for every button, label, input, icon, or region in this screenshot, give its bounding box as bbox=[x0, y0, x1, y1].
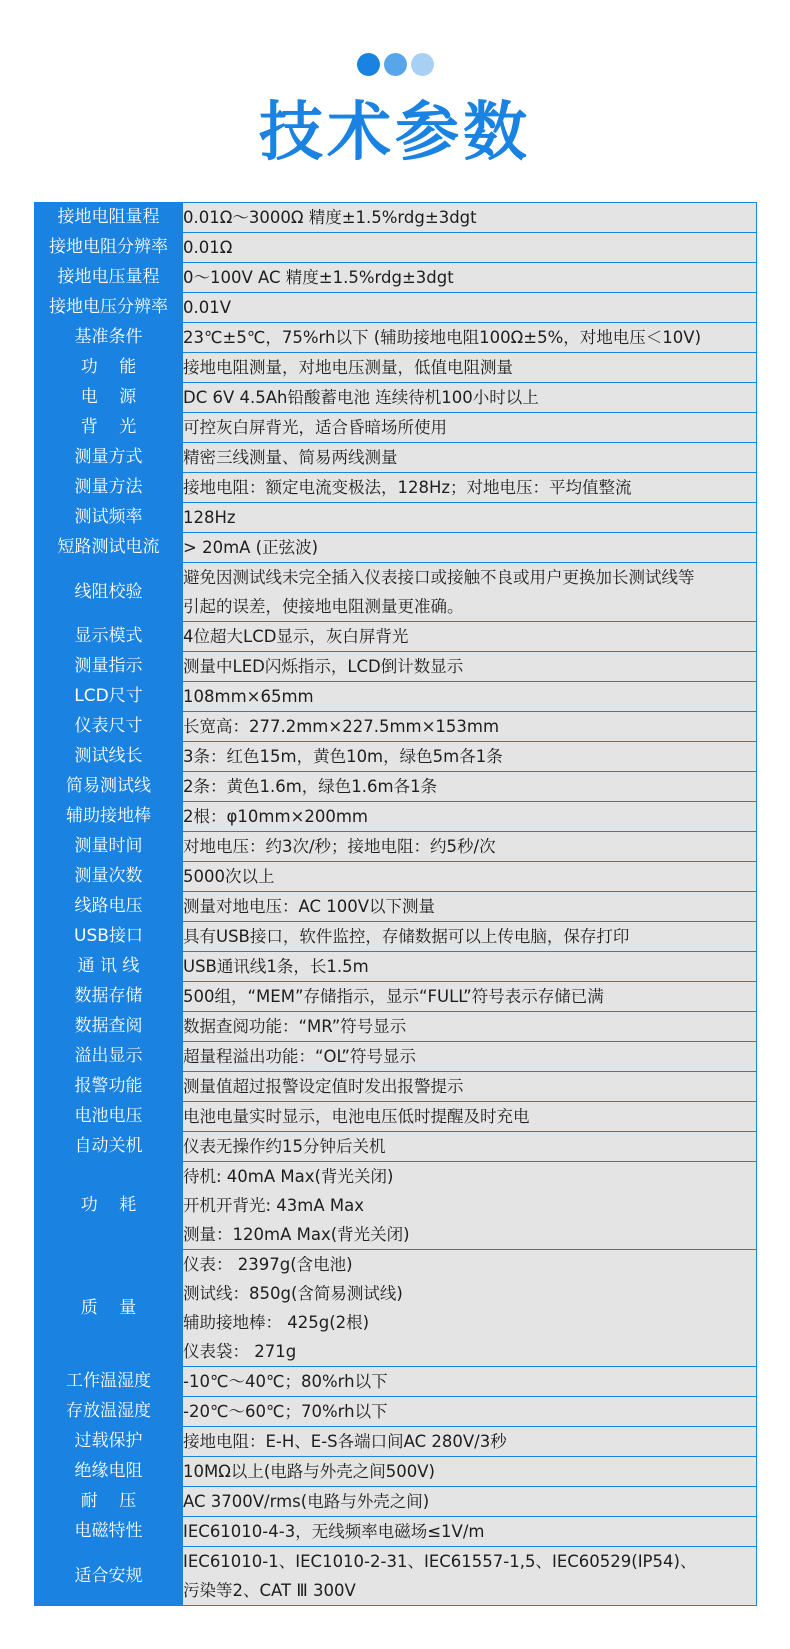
spec-label: 测量方法 bbox=[74, 477, 143, 497]
spec-value-line: 0.01Ω～3000Ω 精度±1.5%rdg±3dgt bbox=[183, 208, 477, 227]
spec-label: 仪表尺寸 bbox=[74, 716, 143, 736]
spec-value-cell bbox=[183, 652, 757, 682]
spec-row bbox=[35, 413, 757, 443]
spec-label-cell bbox=[35, 682, 183, 712]
spec-value-cell bbox=[183, 443, 757, 473]
spec-value-line: 仪表： 2397g(含电池) bbox=[183, 1255, 353, 1274]
dot-dark bbox=[357, 53, 380, 76]
spec-row bbox=[35, 1132, 757, 1162]
spec-value-cell bbox=[183, 742, 757, 772]
spec-row bbox=[35, 982, 757, 1012]
spec-value-cell bbox=[183, 772, 757, 802]
spec-label-cell bbox=[35, 982, 183, 1012]
spec-value-line: 0.01Ω bbox=[183, 238, 233, 257]
spec-value-line: 长宽高：277.2mm×227.5mm×153mm bbox=[183, 717, 500, 736]
spec-value-line: 接地电阻测量，对地电压测量，低值电阻测量 bbox=[183, 358, 513, 377]
spec-label: 背 光 bbox=[80, 417, 137, 437]
spec-label: USB接口 bbox=[74, 926, 143, 946]
spec-row bbox=[35, 563, 757, 622]
spec-row bbox=[35, 443, 757, 473]
spec-label-cell bbox=[35, 1397, 183, 1427]
spec-value-line: 500组，“MEM”存储指示，显示“FULL”符号表示存储已满 bbox=[183, 987, 604, 1006]
spec-value-cell bbox=[183, 1517, 757, 1547]
spec-row bbox=[35, 1427, 757, 1457]
spec-label: 存放温湿度 bbox=[66, 1401, 151, 1421]
spec-value-cell bbox=[183, 293, 757, 323]
spec-label-cell bbox=[35, 1487, 183, 1517]
spec-label-cell bbox=[35, 1427, 183, 1457]
spec-value-line: USB通讯线1条，长1.5m bbox=[183, 957, 369, 976]
spec-value-line: 接地电阻：额定电流变极法，128Hz；对地电压：平均值整流 bbox=[183, 478, 632, 497]
spec-value-line: 精密三线测量、简易两线测量 bbox=[183, 448, 398, 467]
spec-value-line: 接地电阻：E-H、E-S各端口间AC 280V/3秒 bbox=[183, 1432, 507, 1451]
spec-row bbox=[35, 293, 757, 323]
spec-label-cell bbox=[35, 622, 183, 652]
spec-label-cell bbox=[35, 1250, 183, 1367]
spec-value-line: 4位超大LCD显示，灰白屏背光 bbox=[183, 627, 409, 646]
spec-value-cell bbox=[183, 832, 757, 862]
spec-value-cell bbox=[183, 712, 757, 742]
spec-value-line: 可控灰白屏背光，适合昏暗场所使用 bbox=[183, 418, 447, 437]
spec-value-line: AC 3700V/rms(电路与外壳之间) bbox=[183, 1492, 430, 1511]
spec-table-body bbox=[35, 203, 757, 1606]
spec-label-cell bbox=[35, 263, 183, 293]
spec-value-line: DC 6V 4.5Ah铅酸蓄电池 连续待机100小时以上 bbox=[183, 388, 539, 407]
spec-label: 接地电阻分辨率 bbox=[49, 237, 168, 257]
spec-value-line: 测量对地电压：AC 100V以下测量 bbox=[183, 897, 436, 916]
spec-label-cell bbox=[35, 413, 183, 443]
spec-label: 接地电阻量程 bbox=[57, 207, 160, 227]
spec-row bbox=[35, 1487, 757, 1517]
spec-row bbox=[35, 772, 757, 802]
spec-value-line: 测试线：850g(含简易测试线) bbox=[183, 1284, 403, 1303]
spec-label-cell bbox=[35, 353, 183, 383]
spec-row bbox=[35, 1250, 757, 1367]
spec-label-cell bbox=[35, 563, 183, 622]
spec-row bbox=[35, 203, 757, 233]
spec-value-cell bbox=[183, 1427, 757, 1457]
spec-row bbox=[35, 233, 757, 263]
spec-value-cell bbox=[183, 1457, 757, 1487]
spec-label-cell bbox=[35, 203, 183, 233]
spec-label: 测量方式 bbox=[74, 447, 143, 467]
spec-label: 工作温湿度 bbox=[66, 1371, 151, 1391]
spec-value-cell bbox=[183, 1547, 757, 1606]
spec-row bbox=[35, 1457, 757, 1487]
spec-row bbox=[35, 682, 757, 712]
spec-label: 接地电压分辨率 bbox=[49, 297, 168, 317]
spec-label-cell bbox=[35, 533, 183, 563]
spec-value-cell bbox=[183, 383, 757, 413]
spec-value-cell bbox=[183, 413, 757, 443]
spec-value-cell bbox=[183, 682, 757, 712]
spec-label: 功 能 bbox=[80, 357, 137, 377]
spec-label-cell bbox=[35, 712, 183, 742]
spec-label: 绝缘电阻 bbox=[74, 1461, 143, 1481]
page-title: 技术参数 bbox=[259, 96, 531, 170]
spec-value-cell bbox=[183, 1042, 757, 1072]
spec-label-cell bbox=[35, 772, 183, 802]
spec-label: 简易测试线 bbox=[66, 776, 151, 796]
spec-value-line: 0～100V AC 精度±1.5%rdg±3dgt bbox=[183, 268, 454, 287]
spec-row bbox=[35, 622, 757, 652]
spec-label-cell bbox=[35, 1367, 183, 1397]
spec-value-cell bbox=[183, 1132, 757, 1162]
spec-value-cell bbox=[183, 802, 757, 832]
spec-label-cell bbox=[35, 802, 183, 832]
spec-row bbox=[35, 353, 757, 383]
spec-label: 数据查阅 bbox=[74, 1016, 143, 1036]
spec-value-cell bbox=[183, 203, 757, 233]
dot-light bbox=[411, 53, 434, 76]
spec-label-cell bbox=[35, 383, 183, 413]
spec-row bbox=[35, 862, 757, 892]
spec-row bbox=[35, 1517, 757, 1547]
spec-value-cell bbox=[183, 1487, 757, 1517]
spec-label: 电磁特性 bbox=[74, 1521, 143, 1541]
spec-row bbox=[35, 1042, 757, 1072]
spec-label: 自动关机 bbox=[74, 1136, 143, 1156]
spec-value-line: 23℃±5℃，75%rh以下 (辅助接地电阻100Ω±5%，对地电压＜10V) bbox=[183, 328, 702, 347]
spec-value-cell bbox=[183, 1072, 757, 1102]
spec-label: 测量次数 bbox=[74, 866, 143, 886]
spec-value-line: > 20mA (正弦波) bbox=[183, 538, 319, 557]
spec-value-line: 对地电压：约3次/秒；接地电阻：约5秒/次 bbox=[183, 837, 496, 856]
spec-value-line: 引起的误差，使接地电阻测量更准确。 bbox=[183, 597, 464, 616]
spec-row bbox=[35, 473, 757, 503]
dot-medium bbox=[384, 53, 407, 76]
spec-label-cell bbox=[35, 1072, 183, 1102]
spec-label-cell bbox=[35, 1012, 183, 1042]
spec-value-line: 3条：红色15m，黄色10m，绿色5m各1条 bbox=[183, 747, 503, 766]
spec-label-cell bbox=[35, 473, 183, 503]
spec-label: 测量指示 bbox=[74, 656, 143, 676]
spec-value-cell bbox=[183, 1162, 757, 1250]
spec-value-line: 测量中LED闪烁指示，LCD倒计数显示 bbox=[183, 657, 464, 676]
spec-value-line: 108mm×65mm bbox=[183, 687, 314, 706]
spec-value-line: 测量：120mA Max(背光关闭) bbox=[183, 1225, 410, 1244]
spec-label-cell bbox=[35, 1132, 183, 1162]
spec-value-line: IEC61010-4-3，无线频率电磁场≤1V/m bbox=[183, 1522, 485, 1541]
spec-value-cell bbox=[183, 892, 757, 922]
spec-label-cell bbox=[35, 862, 183, 892]
spec-label: 线阻校验 bbox=[74, 582, 143, 602]
spec-label: 线路电压 bbox=[74, 896, 143, 916]
spec-label-cell bbox=[35, 1162, 183, 1250]
spec-value-line: 待机: 40mA Max(背光关闭) bbox=[183, 1167, 394, 1186]
spec-row bbox=[35, 832, 757, 862]
spec-value-line: 仪表无操作约15分钟后关机 bbox=[183, 1137, 386, 1156]
spec-value-line: 2根：φ10mm×200mm bbox=[183, 807, 368, 826]
spec-label: 接地电压量程 bbox=[57, 267, 160, 287]
spec-row bbox=[35, 1162, 757, 1250]
spec-value-cell bbox=[183, 473, 757, 503]
spec-value-cell bbox=[183, 233, 757, 263]
spec-row bbox=[35, 742, 757, 772]
spec-value-line: 2条：黄色1.6m，绿色1.6m各1条 bbox=[183, 777, 438, 796]
spec-row bbox=[35, 802, 757, 832]
spec-label-cell bbox=[35, 832, 183, 862]
spec-value-line: 0.01V bbox=[183, 298, 232, 317]
spec-label-cell bbox=[35, 293, 183, 323]
spec-value-line: 10MΩ以上(电路与外壳之间500V) bbox=[183, 1462, 435, 1481]
spec-label: 基准条件 bbox=[74, 327, 143, 347]
spec-label-cell bbox=[35, 503, 183, 533]
spec-label-cell bbox=[35, 742, 183, 772]
spec-value-line: IEC61010-1、IEC1010-2-31、IEC61557-1,5、IEC60529(IP54)、 bbox=[183, 1552, 697, 1571]
spec-row bbox=[35, 1547, 757, 1606]
spec-value-cell bbox=[183, 1397, 757, 1427]
spec-label: LCD尺寸 bbox=[74, 686, 143, 706]
spec-label-cell bbox=[35, 892, 183, 922]
spec-label-cell bbox=[35, 652, 183, 682]
spec-value-line: 具有USB接口，软件监控，存储数据可以上传电脑，保存打印 bbox=[183, 927, 630, 946]
spec-label: 测试线长 bbox=[74, 746, 143, 766]
spec-label: 测试频率 bbox=[74, 507, 143, 527]
spec-row bbox=[35, 892, 757, 922]
spec-label-cell bbox=[35, 1547, 183, 1606]
spec-value-cell bbox=[183, 563, 757, 622]
spec-value-cell bbox=[183, 503, 757, 533]
spec-value-line: 128Hz bbox=[183, 508, 236, 527]
spec-label-cell bbox=[35, 952, 183, 982]
spec-value-cell bbox=[183, 862, 757, 892]
spec-value-line: 电池电量实时显示，电池电压低时提醒及时充电 bbox=[183, 1107, 530, 1126]
spec-label-cell bbox=[35, 323, 183, 353]
spec-label-cell bbox=[35, 1457, 183, 1487]
spec-row bbox=[35, 383, 757, 413]
spec-label-cell bbox=[35, 233, 183, 263]
spec-label: 测量时间 bbox=[74, 836, 143, 856]
spec-value-cell bbox=[183, 263, 757, 293]
spec-value-cell bbox=[183, 533, 757, 563]
spec-value-line: 避免因测试线未完全插入仪表接口或接触不良或用户更换加长测试线等 bbox=[183, 568, 695, 587]
spec-value-line: 测量值超过报警设定值时发出报警提示 bbox=[183, 1077, 464, 1096]
spec-label-cell bbox=[35, 1042, 183, 1072]
spec-label-cell bbox=[35, 443, 183, 473]
spec-value-cell bbox=[183, 922, 757, 952]
spec-row bbox=[35, 263, 757, 293]
spec-row bbox=[35, 323, 757, 353]
spec-row bbox=[35, 1397, 757, 1427]
spec-value-line: 超量程溢出功能：“OL”符号显示 bbox=[183, 1047, 416, 1066]
spec-label: 功 耗 bbox=[80, 1195, 137, 1215]
spec-value-cell bbox=[183, 1367, 757, 1397]
spec-row bbox=[35, 533, 757, 563]
decorative-dots bbox=[357, 53, 437, 77]
spec-row bbox=[35, 1072, 757, 1102]
spec-row bbox=[35, 1102, 757, 1132]
spec-value-line: 数据查阅功能：“MR”符号显示 bbox=[183, 1017, 407, 1036]
spec-value-cell bbox=[183, 982, 757, 1012]
spec-label: 质 量 bbox=[80, 1298, 137, 1318]
spec-value-cell bbox=[183, 353, 757, 383]
spec-value-line: 污染等2、CAT Ⅲ 300V bbox=[183, 1581, 356, 1600]
spec-row bbox=[35, 652, 757, 682]
spec-value-line: -10℃～40℃；80%rh以下 bbox=[183, 1372, 388, 1391]
spec-label: 数据存储 bbox=[74, 986, 143, 1006]
spec-label: 耐 压 bbox=[80, 1491, 137, 1511]
spec-label-cell bbox=[35, 922, 183, 952]
spec-label: 过载保护 bbox=[74, 1431, 143, 1451]
spec-value-cell bbox=[183, 1102, 757, 1132]
spec-row bbox=[35, 712, 757, 742]
spec-value-line: 仪表袋： 271g bbox=[183, 1342, 297, 1361]
spec-value-line: 5000次以上 bbox=[183, 867, 275, 886]
spec-label: 短路测试电流 bbox=[57, 537, 160, 557]
spec-row bbox=[35, 1012, 757, 1042]
spec-label: 电 源 bbox=[80, 387, 137, 407]
spec-label-cell bbox=[35, 1517, 183, 1547]
spec-row bbox=[35, 952, 757, 982]
spec-table bbox=[34, 202, 757, 1606]
spec-value-cell bbox=[183, 1250, 757, 1367]
spec-value-cell bbox=[183, 952, 757, 982]
spec-row bbox=[35, 922, 757, 952]
spec-label-cell bbox=[35, 1102, 183, 1132]
spec-value-line: -20℃～60℃；70%rh以下 bbox=[183, 1402, 388, 1421]
spec-label: 溢出显示 bbox=[74, 1046, 143, 1066]
spec-value-cell bbox=[183, 323, 757, 353]
spec-label: 通 讯 线 bbox=[77, 956, 140, 976]
spec-label: 报警功能 bbox=[74, 1076, 143, 1096]
spec-value-cell bbox=[183, 1012, 757, 1042]
spec-label: 显示模式 bbox=[74, 626, 143, 646]
spec-label: 适合安规 bbox=[74, 1566, 143, 1586]
spec-label: 电池电压 bbox=[74, 1106, 143, 1126]
spec-value-line: 开机开背光: 43mA Max bbox=[183, 1196, 365, 1215]
spec-row bbox=[35, 503, 757, 533]
spec-label: 辅助接地棒 bbox=[66, 806, 151, 826]
spec-value-cell bbox=[183, 622, 757, 652]
spec-value-line: 辅助接地棒： 425g(2根) bbox=[183, 1313, 370, 1332]
spec-row bbox=[35, 1367, 757, 1397]
